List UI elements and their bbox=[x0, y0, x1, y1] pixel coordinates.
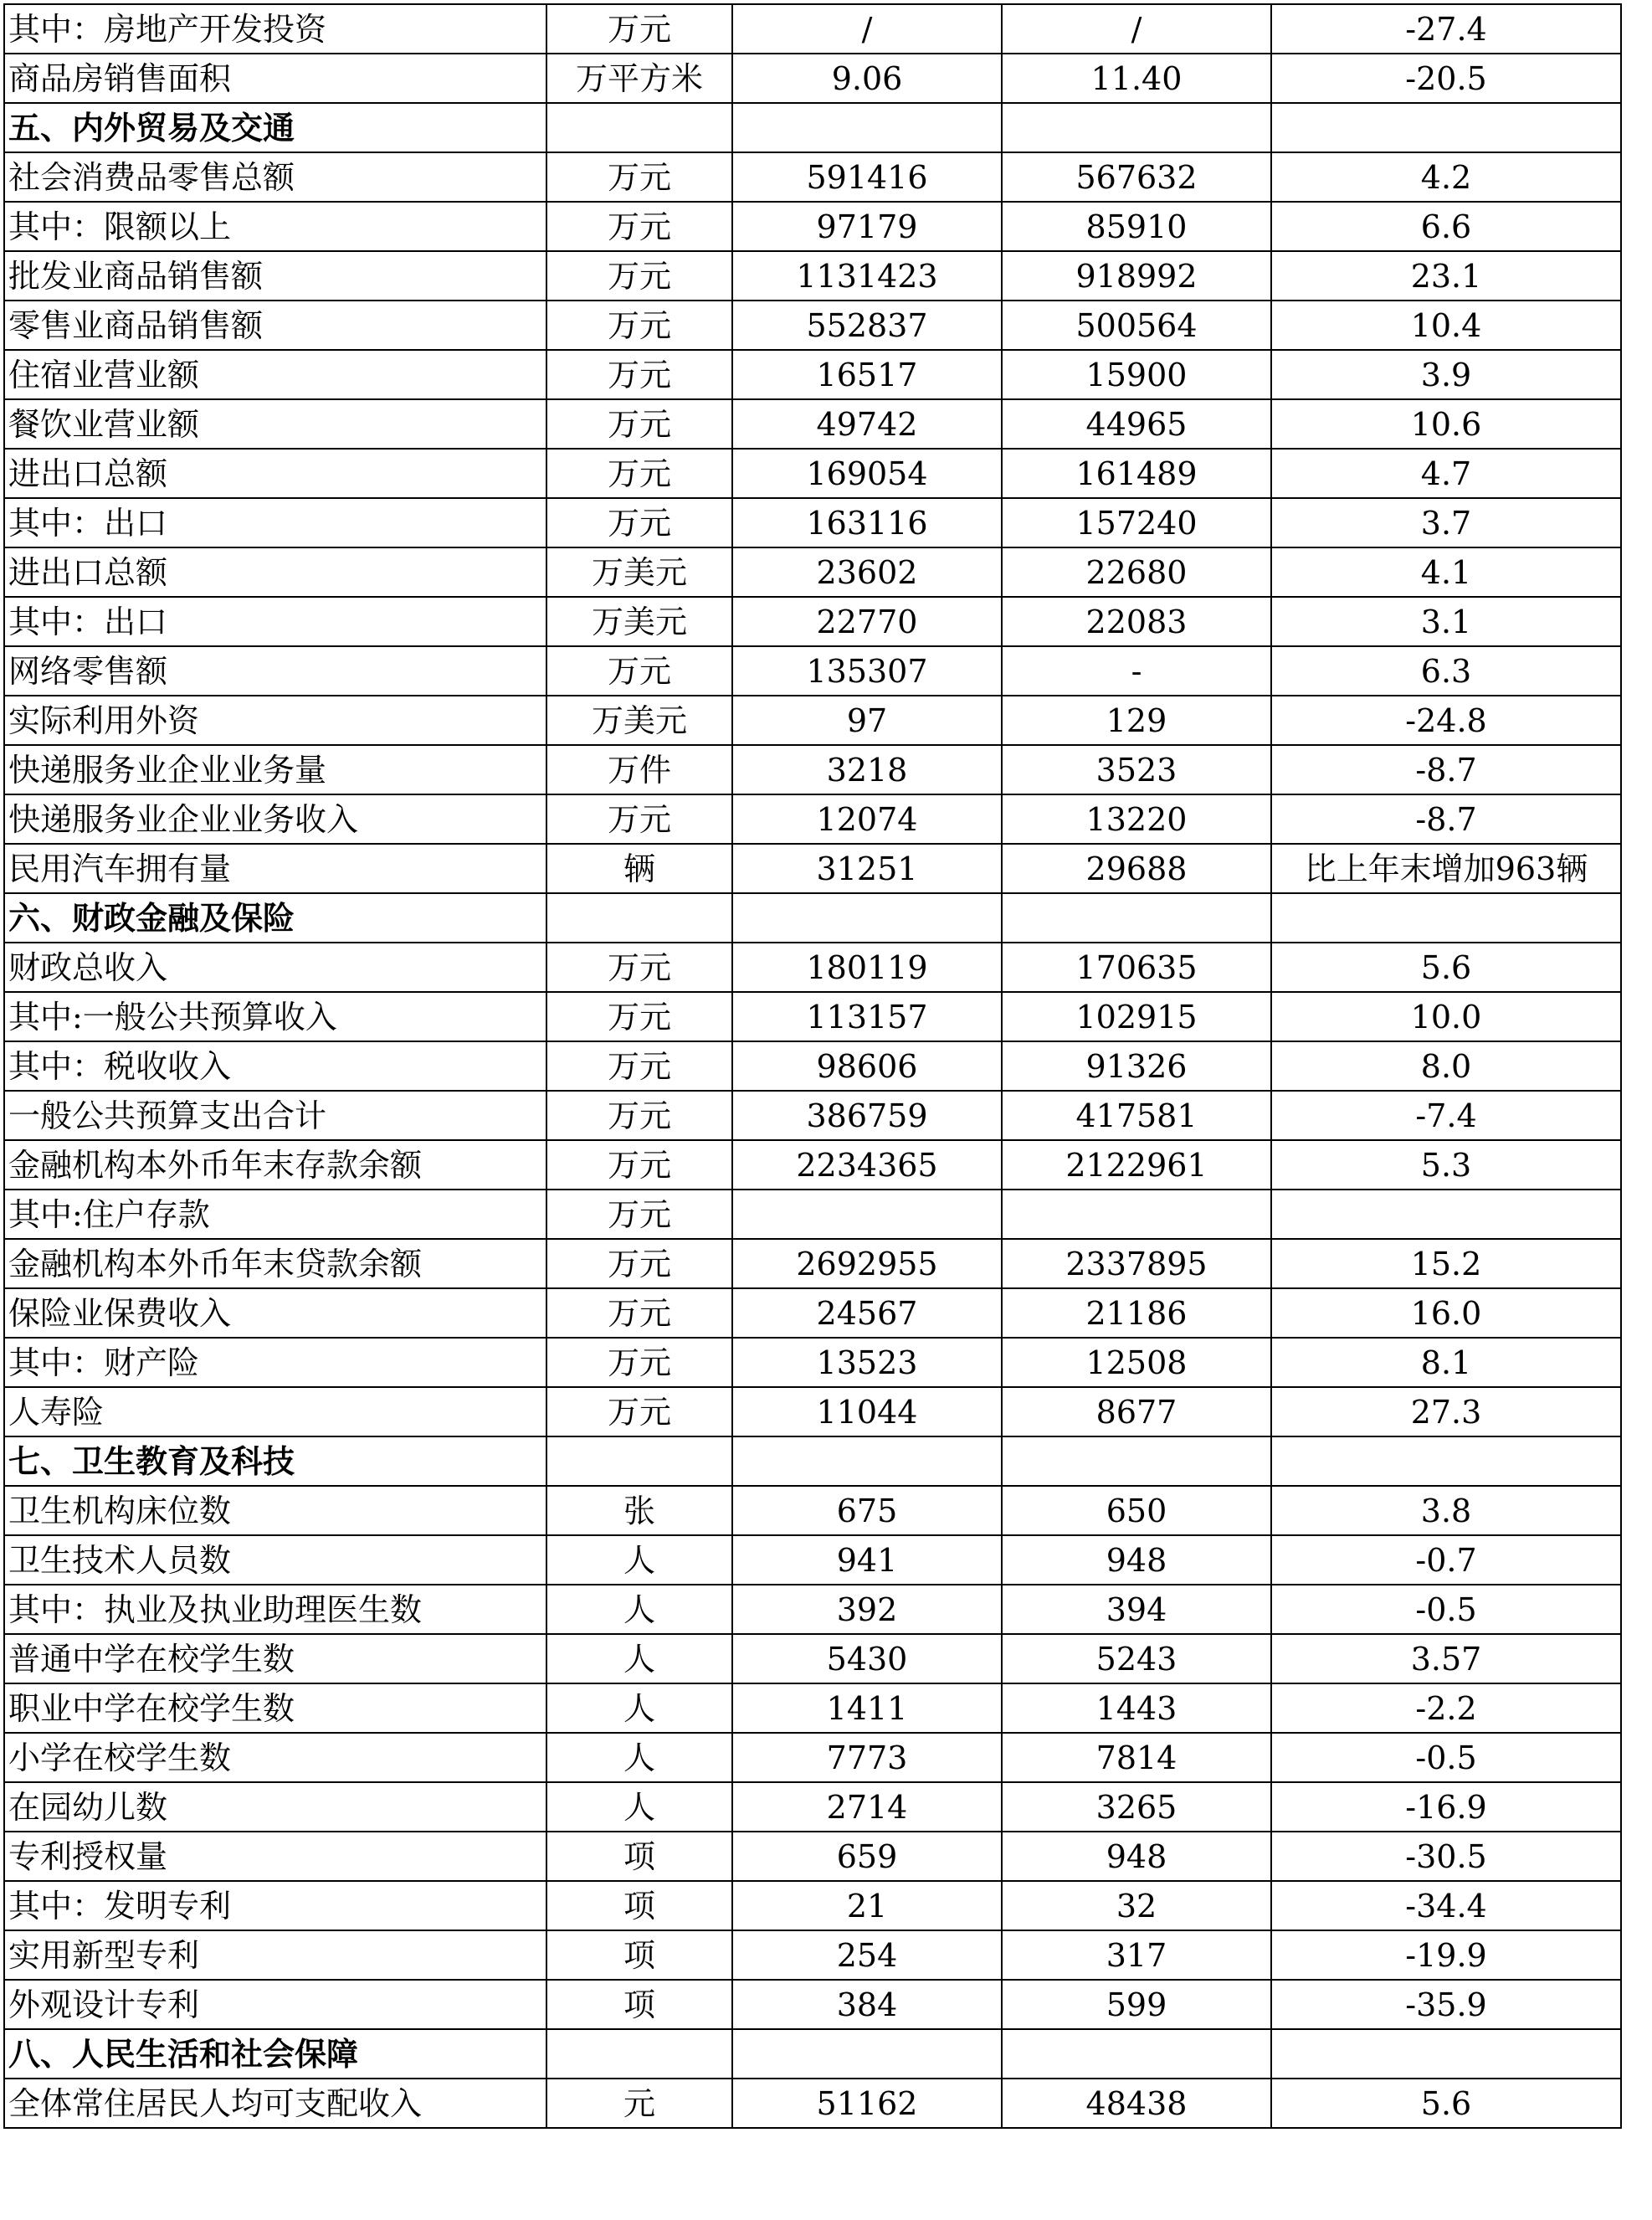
value-current-cell: 97 bbox=[732, 696, 1002, 745]
statistics-table-body bbox=[4, 4, 1621, 2128]
table-row bbox=[4, 1091, 1621, 1140]
change-percent-cell: 3.9 bbox=[1271, 350, 1621, 399]
table-row bbox=[4, 1683, 1621, 1733]
change-percent-cell: 5.6 bbox=[1271, 943, 1621, 992]
value-current-cell: 675 bbox=[732, 1486, 1002, 1535]
value-current-cell bbox=[732, 2029, 1002, 2079]
value-current-cell: 7773 bbox=[732, 1733, 1002, 1782]
indicator-name-cell: 其中：出口 bbox=[4, 498, 546, 547]
table-row bbox=[4, 1585, 1621, 1634]
section-title: 六、财政金融及保险 bbox=[4, 893, 546, 943]
indicator-name-cell: 实际利用外资 bbox=[4, 696, 546, 745]
value-current-cell: 384 bbox=[732, 1980, 1002, 2029]
value-previous-cell: 3523 bbox=[1002, 745, 1271, 794]
value-previous-cell: 22083 bbox=[1002, 597, 1271, 646]
value-previous-cell: 5243 bbox=[1002, 1634, 1271, 1683]
unit-cell: 万美元 bbox=[546, 547, 732, 597]
change-percent-cell: -30.5 bbox=[1271, 1832, 1621, 1881]
change-percent-cell: 4.1 bbox=[1271, 547, 1621, 597]
value-previous-cell: 650 bbox=[1002, 1486, 1271, 1535]
section-header-row bbox=[4, 2029, 1621, 2079]
value-current-cell: 135307 bbox=[732, 646, 1002, 696]
section-header-row bbox=[4, 1436, 1621, 1486]
unit-cell: 人 bbox=[546, 1634, 732, 1683]
table-row bbox=[4, 1288, 1621, 1338]
value-current-cell: 659 bbox=[732, 1832, 1002, 1881]
indicator-name-cell: 其中:住户存款 bbox=[4, 1190, 546, 1239]
unit-cell: 万元 bbox=[546, 202, 732, 251]
value-previous-cell: 102915 bbox=[1002, 992, 1271, 1041]
value-current-cell bbox=[732, 893, 1002, 943]
table-row bbox=[4, 1486, 1621, 1535]
change-percent-cell: -8.7 bbox=[1271, 794, 1621, 844]
value-previous-cell: 161489 bbox=[1002, 449, 1271, 498]
indicator-name-cell: 民用汽车拥有量 bbox=[4, 844, 546, 893]
value-current-cell: 180119 bbox=[732, 943, 1002, 992]
unit-cell: 项 bbox=[546, 1881, 732, 1930]
value-current-cell: 23602 bbox=[732, 547, 1002, 597]
value-current-cell: / bbox=[732, 4, 1002, 54]
unit-cell: 元 bbox=[546, 2079, 732, 2128]
table-row bbox=[4, 1535, 1621, 1585]
indicator-name-cell: 卫生机构床位数 bbox=[4, 1486, 546, 1535]
change-percent-cell: 3.7 bbox=[1271, 498, 1621, 547]
table-row bbox=[4, 202, 1621, 251]
indicator-name-cell: 其中:一般公共预算收入 bbox=[4, 992, 546, 1041]
indicator-name-cell: 其中：发明专利 bbox=[4, 1881, 546, 1930]
unit-cell: 万元 bbox=[546, 1091, 732, 1140]
change-percent-cell bbox=[1271, 1190, 1621, 1239]
change-percent-cell: -7.4 bbox=[1271, 1091, 1621, 1140]
section-header-row bbox=[4, 893, 1621, 943]
unit-cell: 万元 bbox=[546, 1190, 732, 1239]
unit-cell: 人 bbox=[546, 1535, 732, 1585]
change-percent-cell: 15.2 bbox=[1271, 1239, 1621, 1288]
change-percent-cell: -20.5 bbox=[1271, 54, 1621, 103]
table-row bbox=[4, 992, 1621, 1041]
value-previous-cell: / bbox=[1002, 4, 1271, 54]
indicator-name-cell: 其中：税收收入 bbox=[4, 1041, 546, 1091]
change-percent-cell bbox=[1271, 2029, 1621, 2079]
unit-cell: 万元 bbox=[546, 794, 732, 844]
value-previous-cell: 11.40 bbox=[1002, 54, 1271, 103]
unit-cell: 人 bbox=[546, 1733, 732, 1782]
change-percent-cell: -16.9 bbox=[1271, 1782, 1621, 1832]
change-percent-cell: 3.57 bbox=[1271, 1634, 1621, 1683]
table-row bbox=[4, 449, 1621, 498]
value-current-cell: 12074 bbox=[732, 794, 1002, 844]
change-percent-cell: -24.8 bbox=[1271, 696, 1621, 745]
value-previous-cell: 500564 bbox=[1002, 301, 1271, 350]
value-previous-cell: 948 bbox=[1002, 1535, 1271, 1585]
unit-cell: 万元 bbox=[546, 992, 732, 1041]
table-row bbox=[4, 943, 1621, 992]
table-row bbox=[4, 301, 1621, 350]
indicator-name-cell: 财政总收入 bbox=[4, 943, 546, 992]
indicator-name-cell: 其中：执业及执业助理医生数 bbox=[4, 1585, 546, 1634]
table-row bbox=[4, 794, 1621, 844]
unit-cell: 万元 bbox=[546, 350, 732, 399]
unit-cell: 万元 bbox=[546, 943, 732, 992]
value-current-cell: 941 bbox=[732, 1535, 1002, 1585]
section-title: 五、内外贸易及交通 bbox=[4, 103, 546, 152]
indicator-name-cell: 卫生技术人员数 bbox=[4, 1535, 546, 1585]
indicator-name-cell: 进出口总额 bbox=[4, 547, 546, 597]
value-current-cell: 163116 bbox=[732, 498, 1002, 547]
table-row bbox=[4, 1930, 1621, 1980]
table-row bbox=[4, 597, 1621, 646]
change-percent-cell: -0.5 bbox=[1271, 1585, 1621, 1634]
indicator-name-cell: 其中：限额以上 bbox=[4, 202, 546, 251]
value-previous-cell bbox=[1002, 103, 1271, 152]
unit-cell: 万元 bbox=[546, 646, 732, 696]
value-previous-cell: 918992 bbox=[1002, 251, 1271, 301]
indicator-name-cell: 快递服务业企业业务量 bbox=[4, 745, 546, 794]
value-previous-cell: 7814 bbox=[1002, 1733, 1271, 1782]
table-row bbox=[4, 1239, 1621, 1288]
unit-cell bbox=[546, 103, 732, 152]
value-previous-cell: 157240 bbox=[1002, 498, 1271, 547]
change-percent-cell: 10.6 bbox=[1271, 399, 1621, 449]
statistics-table bbox=[3, 3, 1622, 2129]
table-row bbox=[4, 1733, 1621, 1782]
table-row bbox=[4, 745, 1621, 794]
value-current-cell: 591416 bbox=[732, 152, 1002, 202]
change-percent-cell: 5.6 bbox=[1271, 2079, 1621, 2128]
unit-cell: 项 bbox=[546, 1832, 732, 1881]
indicator-name-cell: 金融机构本外币年末存款余额 bbox=[4, 1140, 546, 1190]
section-title: 七、卫生教育及科技 bbox=[4, 1436, 546, 1486]
table-row bbox=[4, 844, 1621, 893]
value-previous-cell bbox=[1002, 1190, 1271, 1239]
table-row bbox=[4, 350, 1621, 399]
change-percent-cell: 3.8 bbox=[1271, 1486, 1621, 1535]
value-current-cell: 5430 bbox=[732, 1634, 1002, 1683]
unit-cell: 万件 bbox=[546, 745, 732, 794]
unit-cell: 项 bbox=[546, 1930, 732, 1980]
unit-cell: 人 bbox=[546, 1585, 732, 1634]
table-row bbox=[4, 498, 1621, 547]
value-current-cell: 254 bbox=[732, 1930, 1002, 1980]
table-row bbox=[4, 54, 1621, 103]
value-current-cell: 552837 bbox=[732, 301, 1002, 350]
indicator-name-cell: 在园幼儿数 bbox=[4, 1782, 546, 1832]
value-previous-cell bbox=[1002, 2029, 1271, 2079]
unit-cell: 万元 bbox=[546, 1041, 732, 1091]
change-percent-cell: 8.0 bbox=[1271, 1041, 1621, 1091]
indicator-name-cell: 商品房销售面积 bbox=[4, 54, 546, 103]
change-percent-cell bbox=[1271, 103, 1621, 152]
unit-cell: 万元 bbox=[546, 1140, 732, 1190]
change-percent-cell: 5.3 bbox=[1271, 1140, 1621, 1190]
change-percent-cell: 4.2 bbox=[1271, 152, 1621, 202]
table-row bbox=[4, 251, 1621, 301]
change-percent-cell: -35.9 bbox=[1271, 1980, 1621, 2029]
table-row bbox=[4, 1041, 1621, 1091]
value-current-cell: 22770 bbox=[732, 597, 1002, 646]
indicator-name-cell: 快递服务业企业业务收入 bbox=[4, 794, 546, 844]
value-current-cell: 113157 bbox=[732, 992, 1002, 1041]
table-row bbox=[4, 152, 1621, 202]
value-current-cell: 11044 bbox=[732, 1387, 1002, 1436]
value-previous-cell: 32 bbox=[1002, 1881, 1271, 1930]
value-current-cell: 1131423 bbox=[732, 251, 1002, 301]
value-current-cell: 3218 bbox=[732, 745, 1002, 794]
value-previous-cell: 22680 bbox=[1002, 547, 1271, 597]
table-row bbox=[4, 1387, 1621, 1436]
value-current-cell: 2234365 bbox=[732, 1140, 1002, 1190]
value-previous-cell bbox=[1002, 1436, 1271, 1486]
value-current-cell: 392 bbox=[732, 1585, 1002, 1634]
indicator-name-cell: 普通中学在校学生数 bbox=[4, 1634, 546, 1683]
value-previous-cell: 567632 bbox=[1002, 152, 1271, 202]
change-percent-cell: -8.7 bbox=[1271, 745, 1621, 794]
indicator-name-cell: 人寿险 bbox=[4, 1387, 546, 1436]
value-previous-cell: 8677 bbox=[1002, 1387, 1271, 1436]
unit-cell: 万元 bbox=[546, 152, 732, 202]
value-previous-cell bbox=[1002, 893, 1271, 943]
value-current-cell: 97179 bbox=[732, 202, 1002, 251]
value-current-cell: 98606 bbox=[732, 1041, 1002, 1091]
change-percent-cell: 比上年末增加963辆 bbox=[1271, 844, 1621, 893]
value-previous-cell: 1443 bbox=[1002, 1683, 1271, 1733]
change-percent-cell bbox=[1271, 893, 1621, 943]
value-previous-cell: 170635 bbox=[1002, 943, 1271, 992]
change-percent-cell: 10.0 bbox=[1271, 992, 1621, 1041]
value-current-cell bbox=[732, 103, 1002, 152]
indicator-name-cell: 餐饮业营业额 bbox=[4, 399, 546, 449]
unit-cell: 万元 bbox=[546, 1288, 732, 1338]
table-row bbox=[4, 1338, 1621, 1387]
table-row bbox=[4, 1140, 1621, 1190]
value-current-cell: 51162 bbox=[732, 2079, 1002, 2128]
change-percent-cell: 10.4 bbox=[1271, 301, 1621, 350]
indicator-name-cell: 零售业商品销售额 bbox=[4, 301, 546, 350]
indicator-name-cell: 进出口总额 bbox=[4, 449, 546, 498]
table-row bbox=[4, 1782, 1621, 1832]
unit-cell: 万元 bbox=[546, 449, 732, 498]
value-current-cell: 1411 bbox=[732, 1683, 1002, 1733]
value-current-cell bbox=[732, 1436, 1002, 1486]
table-row bbox=[4, 1190, 1621, 1239]
value-previous-cell: 599 bbox=[1002, 1980, 1271, 2029]
change-percent-cell: 6.6 bbox=[1271, 202, 1621, 251]
table-row bbox=[4, 1634, 1621, 1683]
change-percent-cell: 6.3 bbox=[1271, 646, 1621, 696]
change-percent-cell: 8.1 bbox=[1271, 1338, 1621, 1387]
indicator-name-cell: 外观设计专利 bbox=[4, 1980, 546, 2029]
value-previous-cell: - bbox=[1002, 646, 1271, 696]
indicator-name-cell: 小学在校学生数 bbox=[4, 1733, 546, 1782]
value-previous-cell: 12508 bbox=[1002, 1338, 1271, 1387]
value-previous-cell: 29688 bbox=[1002, 844, 1271, 893]
unit-cell: 万元 bbox=[546, 251, 732, 301]
value-previous-cell: 417581 bbox=[1002, 1091, 1271, 1140]
value-previous-cell: 91326 bbox=[1002, 1041, 1271, 1091]
table-row bbox=[4, 696, 1621, 745]
value-current-cell: 49742 bbox=[732, 399, 1002, 449]
change-percent-cell: 16.0 bbox=[1271, 1288, 1621, 1338]
unit-cell: 万平方米 bbox=[546, 54, 732, 103]
value-current-cell: 2692955 bbox=[732, 1239, 1002, 1288]
value-previous-cell: 85910 bbox=[1002, 202, 1271, 251]
value-previous-cell: 2337895 bbox=[1002, 1239, 1271, 1288]
value-current-cell: 169054 bbox=[732, 449, 1002, 498]
value-previous-cell: 394 bbox=[1002, 1585, 1271, 1634]
value-current-cell: 24567 bbox=[732, 1288, 1002, 1338]
change-percent-cell: 4.7 bbox=[1271, 449, 1621, 498]
value-previous-cell: 13220 bbox=[1002, 794, 1271, 844]
indicator-name-cell: 金融机构本外币年末贷款余额 bbox=[4, 1239, 546, 1288]
indicator-name-cell: 职业中学在校学生数 bbox=[4, 1683, 546, 1733]
unit-cell: 万元 bbox=[546, 498, 732, 547]
indicator-name-cell: 批发业商品销售额 bbox=[4, 251, 546, 301]
unit-cell: 人 bbox=[546, 1683, 732, 1733]
indicator-name-cell: 全体常住居民人均可支配收入 bbox=[4, 2079, 546, 2128]
value-current-cell: 2714 bbox=[732, 1782, 1002, 1832]
unit-cell: 万元 bbox=[546, 399, 732, 449]
indicator-name-cell: 专利授权量 bbox=[4, 1832, 546, 1881]
unit-cell bbox=[546, 1436, 732, 1486]
table-row bbox=[4, 1832, 1621, 1881]
value-current-cell: 31251 bbox=[732, 844, 1002, 893]
unit-cell: 万美元 bbox=[546, 696, 732, 745]
value-current-cell: 16517 bbox=[732, 350, 1002, 399]
indicator-name-cell: 一般公共预算支出合计 bbox=[4, 1091, 546, 1140]
indicator-name-cell: 社会消费品零售总额 bbox=[4, 152, 546, 202]
value-previous-cell: 3265 bbox=[1002, 1782, 1271, 1832]
value-previous-cell: 15900 bbox=[1002, 350, 1271, 399]
change-percent-cell: 23.1 bbox=[1271, 251, 1621, 301]
value-previous-cell: 317 bbox=[1002, 1930, 1271, 1980]
unit-cell: 万元 bbox=[546, 301, 732, 350]
change-percent-cell: -0.5 bbox=[1271, 1733, 1621, 1782]
value-current-cell bbox=[732, 1190, 1002, 1239]
unit-cell bbox=[546, 2029, 732, 2079]
indicator-name-cell: 网络零售额 bbox=[4, 646, 546, 696]
table-row bbox=[4, 399, 1621, 449]
value-previous-cell: 948 bbox=[1002, 1832, 1271, 1881]
value-current-cell: 13523 bbox=[732, 1338, 1002, 1387]
unit-cell: 项 bbox=[546, 1980, 732, 2029]
indicator-name-cell: 其中：房地产开发投资 bbox=[4, 4, 546, 54]
table-row bbox=[4, 2079, 1621, 2128]
unit-cell: 万美元 bbox=[546, 597, 732, 646]
unit-cell: 辆 bbox=[546, 844, 732, 893]
change-percent-cell: -2.2 bbox=[1271, 1683, 1621, 1733]
unit-cell: 张 bbox=[546, 1486, 732, 1535]
unit-cell: 万元 bbox=[546, 1387, 732, 1436]
change-percent-cell: -19.9 bbox=[1271, 1930, 1621, 1980]
unit-cell: 万元 bbox=[546, 1338, 732, 1387]
unit-cell bbox=[546, 893, 732, 943]
value-previous-cell: 2122961 bbox=[1002, 1140, 1271, 1190]
indicator-name-cell: 实用新型专利 bbox=[4, 1930, 546, 1980]
change-percent-cell: -0.7 bbox=[1271, 1535, 1621, 1585]
change-percent-cell: 27.3 bbox=[1271, 1387, 1621, 1436]
value-current-cell: 9.06 bbox=[732, 54, 1002, 103]
unit-cell: 人 bbox=[546, 1782, 732, 1832]
value-current-cell: 386759 bbox=[732, 1091, 1002, 1140]
unit-cell: 万元 bbox=[546, 1239, 732, 1288]
value-previous-cell: 21186 bbox=[1002, 1288, 1271, 1338]
value-current-cell: 21 bbox=[732, 1881, 1002, 1930]
table-row bbox=[4, 646, 1621, 696]
table-row bbox=[4, 547, 1621, 597]
change-percent-cell bbox=[1271, 1436, 1621, 1486]
section-header-row bbox=[4, 103, 1621, 152]
indicator-name-cell: 住宿业营业额 bbox=[4, 350, 546, 399]
indicator-name-cell: 保险业保费收入 bbox=[4, 1288, 546, 1338]
section-title: 八、人民生活和社会保障 bbox=[4, 2029, 546, 2079]
value-previous-cell: 48438 bbox=[1002, 2079, 1271, 2128]
value-previous-cell: 44965 bbox=[1002, 399, 1271, 449]
table-row bbox=[4, 1881, 1621, 1930]
unit-cell: 万元 bbox=[546, 4, 732, 54]
indicator-name-cell: 其中：出口 bbox=[4, 597, 546, 646]
value-previous-cell: 129 bbox=[1002, 696, 1271, 745]
change-percent-cell: -27.4 bbox=[1271, 4, 1621, 54]
table-row bbox=[4, 1980, 1621, 2029]
table-row bbox=[4, 4, 1621, 54]
indicator-name-cell: 其中：财产险 bbox=[4, 1338, 546, 1387]
change-percent-cell: 3.1 bbox=[1271, 597, 1621, 646]
change-percent-cell: -34.4 bbox=[1271, 1881, 1621, 1930]
